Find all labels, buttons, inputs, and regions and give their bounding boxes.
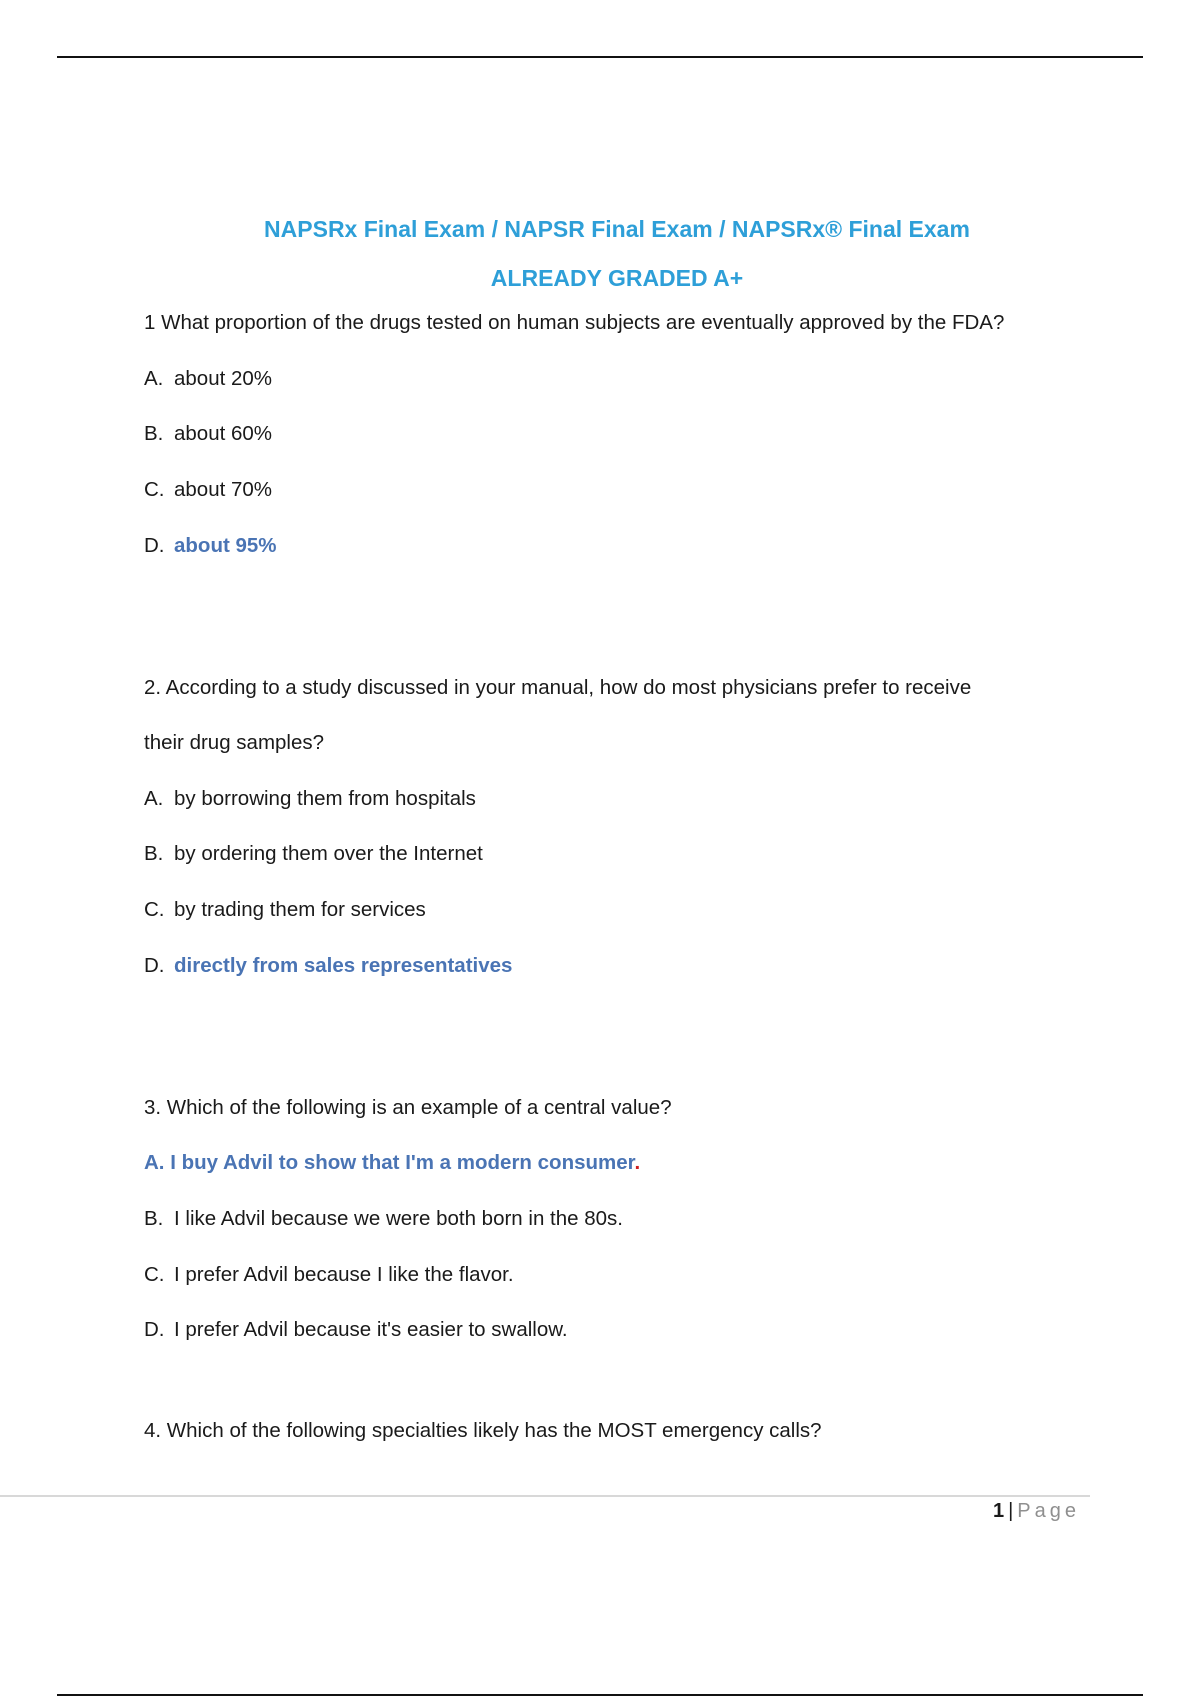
document-subtitle: ALREADY GRADED A+ <box>490 265 744 291</box>
question-1-option-c <box>144 478 272 502</box>
option-text: by borrowing them from hospitals <box>174 787 476 810</box>
option-letter: A. <box>144 367 164 390</box>
option-text: I like Advil because we were both born in the 80s. <box>174 1207 623 1230</box>
correct-answer-text: I buy Advil to show that I'm a modern consumer <box>170 1151 635 1174</box>
question-4-text: 4. Which of the following specialties likely has the MOST emergency calls? <box>144 1419 822 1442</box>
question-2-option-a <box>144 787 476 811</box>
option-text: I prefer Advil because I like the flavor. <box>174 1263 514 1286</box>
question-2-text-line-2: their drug samples? <box>144 731 325 754</box>
question-1-option-a <box>144 367 272 391</box>
page-label: Page <box>1017 1500 1080 1522</box>
option-letter: A. <box>144 1151 165 1174</box>
question-1-text: 1 What proportion of the drugs tested on human subjects are eventually approved by the FDA? <box>144 311 1005 334</box>
option-letter: C. <box>144 1263 165 1286</box>
question-1-option-b <box>144 422 272 446</box>
top-rule <box>57 56 1143 58</box>
option-text: by trading them for services <box>174 898 426 921</box>
page-number <box>993 1500 1080 1523</box>
option-letter: D. <box>144 534 165 557</box>
question-3-text: 3. Which of the following is an example of a central value? <box>144 1096 672 1119</box>
correct-answer-text: directly from sales representatives <box>174 954 513 977</box>
option-text: by ordering them over the Internet <box>174 842 483 865</box>
bottom-rule <box>57 1694 1143 1696</box>
correct-answer-text: about 95% <box>174 534 277 557</box>
option-letter: D. <box>144 1318 165 1341</box>
footer-rule <box>0 1495 1090 1497</box>
option-text: about 70% <box>174 478 273 501</box>
page-number-value: 1 <box>992 1500 1005 1522</box>
question-3-option-a-correct <box>144 1151 640 1175</box>
option-text: about 20% <box>174 367 273 390</box>
option-letter: C. <box>144 898 165 921</box>
question-2-option-d-correct <box>144 954 512 978</box>
question-2-text-line-1: 2. According to a study discussed in your manual, how do most physicians prefer to receive <box>144 676 972 699</box>
option-letter: D. <box>144 954 165 977</box>
question-3-option-c <box>144 1263 514 1287</box>
option-letter: B. <box>144 422 164 445</box>
question-1-option-d-correct <box>144 534 277 558</box>
question-3-option-d <box>144 1318 568 1342</box>
question-2-option-c <box>144 898 426 922</box>
question-3-option-b <box>144 1207 623 1231</box>
document-title: NAPSRx Final Exam / NAPSR Final Exam / NAPSRx® Final Exam <box>264 216 970 242</box>
option-letter: A. <box>144 787 164 810</box>
option-text: I prefer Advil because it's easier to swallow. <box>174 1318 568 1341</box>
option-letter: B. <box>144 842 164 865</box>
answer-punctuation: . <box>634 1151 641 1174</box>
question-2-option-b <box>144 842 483 866</box>
page-number-separator: | <box>1008 1500 1014 1522</box>
option-letter: B. <box>144 1207 164 1230</box>
option-letter: C. <box>144 478 165 501</box>
option-text: about 60% <box>174 422 273 445</box>
